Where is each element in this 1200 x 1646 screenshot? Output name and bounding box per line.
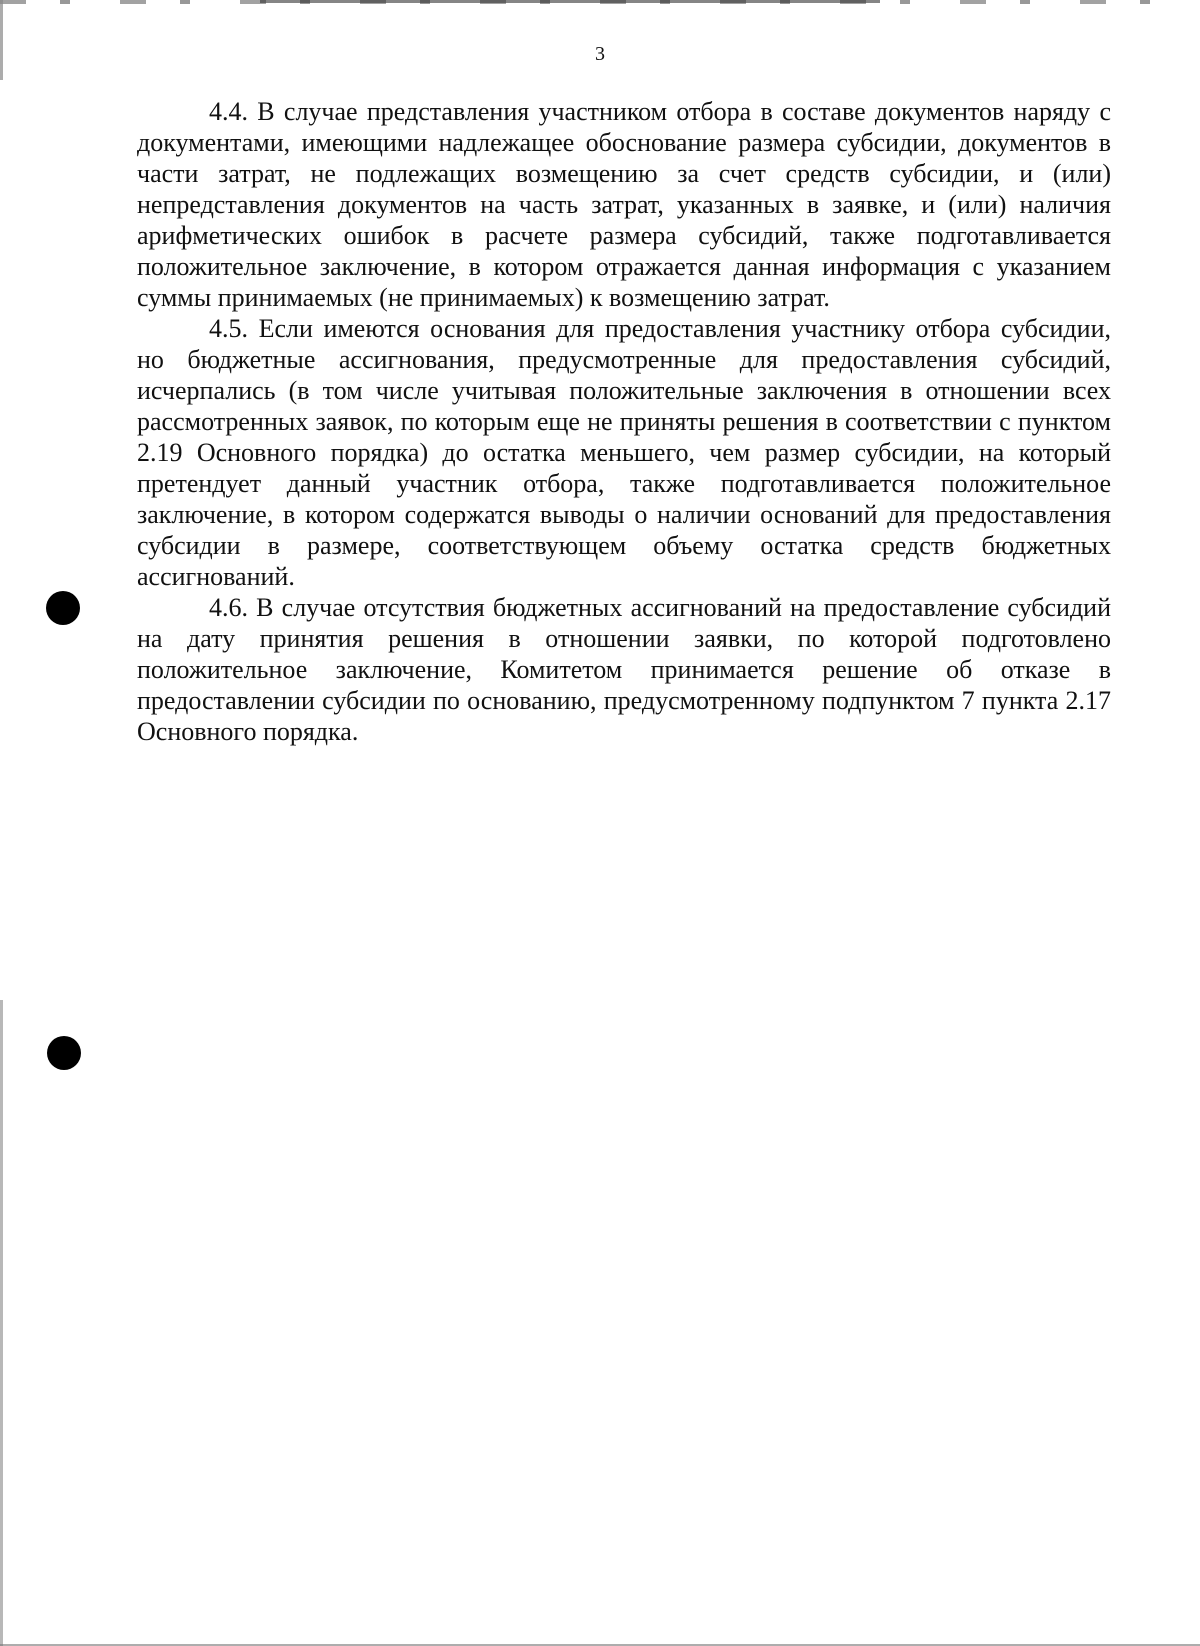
scan-artifact-top-strip — [260, 0, 880, 3]
document-body — [137, 96, 1111, 747]
page-number: 3 — [595, 43, 605, 65]
paragraph-4-5: 4.5. Если имеются основания для предоставления участнику отбора субсидии, но бюджетные ассигнования, предусмотренные для предоставления субсидий, исчерпались (в том числе учитывая положительные заключения в отношении всех рассмотренных заявок, по которым еще не приняты решения в соответствии с пунктом 2.19 Основного порядка) до остатка меньшего, чем размер субсидии, на который претендует данный участник отбора, также подготавливается положительное заключение, в котором содержатся выводы о наличии оснований для предоставления субсидии в размере, соответствующем объему остатка средств бюджетных ассигнований. — [137, 314, 1111, 591]
paragraph-4-4: 4.4. В случае представления участником отбора в составе документов наряду с документами, имеющими надлежащее обоснование размера субсидии, документов в части затрат, не подлежащих возмещению за счет средств субсидии, и (или) непредставления документов на часть затрат, указанных в заявке, и (или) наличия арифметических ошибок в расчете размера субсидий, также подготавливается положительное заключение, в котором отражается данная информация с указанием суммы принимаемых (не принимаемых) к возмещению затрат. — [137, 97, 1111, 312]
punch-hole-icon — [46, 591, 80, 625]
paragraph-4-6: 4.6. В случае отсутствия бюджетных ассигнований на предоставление субсидий на дату принятия решения в отношении заявки, по которой подготовлено положительное заключение, Комитетом принимается решение об отказе в предоставлении субсидии по основанию, предусмотренному подпунктом 7 пункта 2.17 Основного порядка. — [137, 593, 1111, 746]
scan-artifact-left-edge — [0, 0, 3, 1646]
punch-hole-icon — [47, 1036, 81, 1070]
